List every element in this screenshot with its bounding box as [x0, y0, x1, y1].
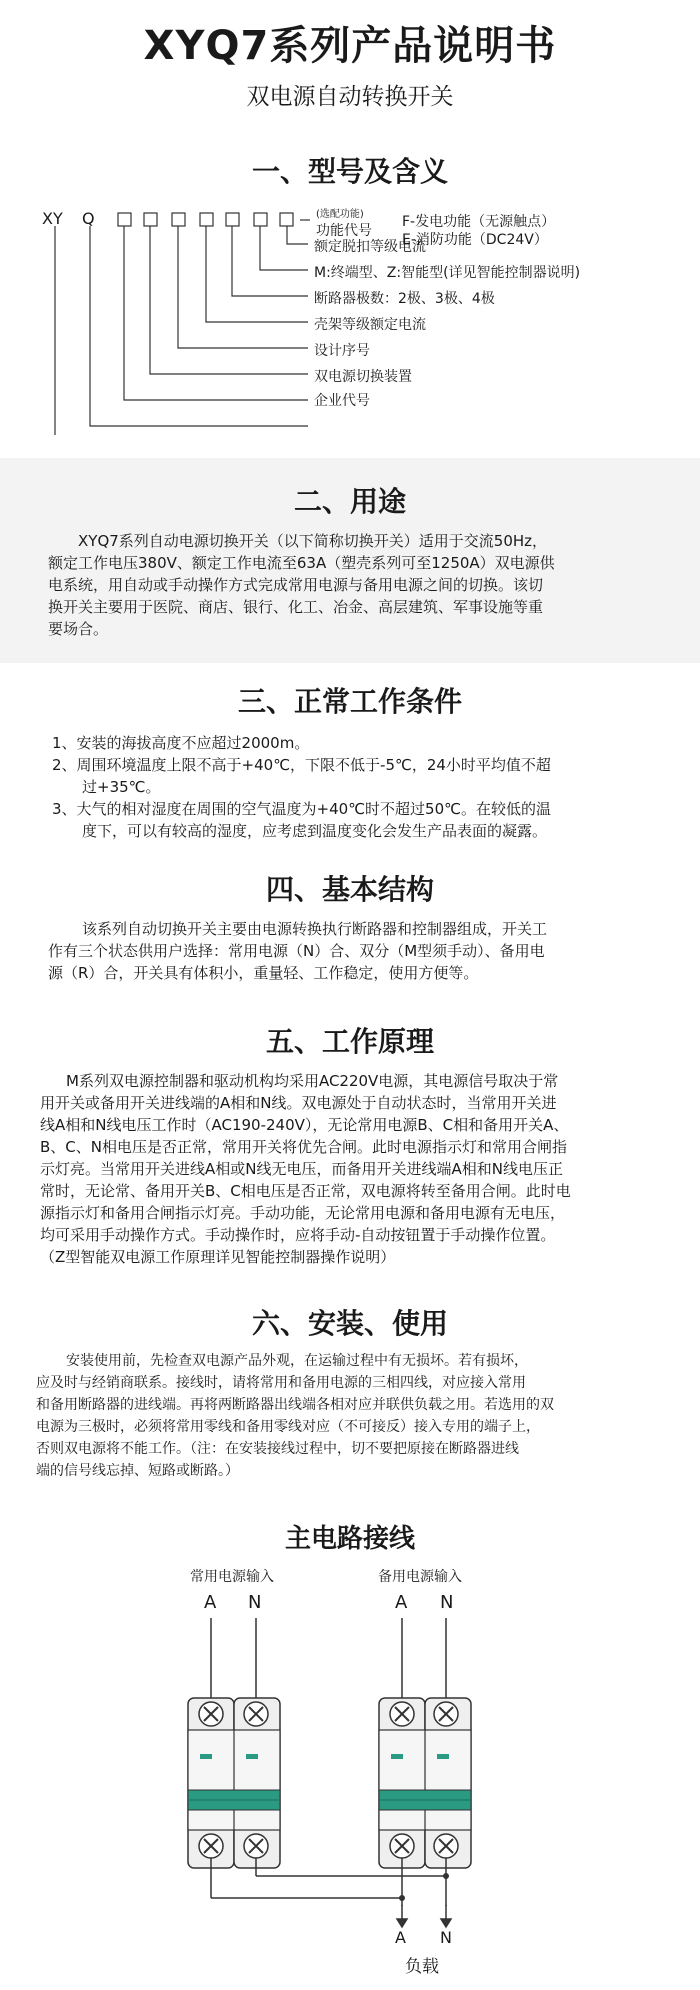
install-line: 应及时与经销商联系。接线时，请将常用和备用电源的三相四线，对应接入常用 [36, 1375, 526, 1391]
screw-icon [434, 1834, 458, 1858]
condition-item: 2、周围环境温度上限不高于+40℃，下限不低于-5℃，24小时平均值不超 [52, 756, 551, 774]
wiring-title: 主电路接线 [284, 1524, 415, 1554]
install-line: 电源为三极时，必须将常用零线和备用零线对应（不可接反）接入专用的端子上， [36, 1419, 540, 1435]
section-title-principle: 五、工作原理 [265, 1025, 434, 1058]
screw-icon [390, 1702, 414, 1726]
function-optional-note: (选配功能) [316, 209, 364, 220]
principle-line: 均可采用手动操作方式。手动操作时，应将手动-自动按钮置于手动操作位置。 [40, 1226, 556, 1244]
section-title-structure: 四、基本结构 [265, 873, 434, 906]
structure-paragraph [48, 918, 658, 984]
code-box-4 [200, 213, 213, 226]
function-e-desc: E-消防功能（DC24V） [402, 232, 548, 248]
code-box-2 [144, 213, 157, 226]
condition-item: 1、安装的海拔高度不应超过2000m。 [52, 734, 310, 752]
principle-line: 常时，无论常、备用开关B、C相电压是否正常，双电源将转至备用合闸。此时电 [40, 1182, 571, 1200]
function-code-label: 功能代号 [316, 223, 372, 239]
condition-item: 过+35℃。 [82, 778, 161, 796]
model-item-design-no: 设计序号 [314, 343, 370, 359]
principle-line: 源指示灯和备用合闸指示灯亮。手动功能，无论常用电源和备用电源有无电压， [40, 1204, 566, 1222]
load-neutral-n-label: N [440, 1928, 452, 1947]
install-line: 安装使用前，先检查双电源产品外观，在运输过程中有无损坏。若有损坏， [66, 1353, 528, 1369]
install-line: 端的信号线忘掉、短路或断路。） [36, 1463, 239, 1479]
common-phase-a-label: A [204, 1592, 217, 1613]
principle-line: 示灯亮。当常用开关进线A相或N线无电压，而备用开关进线端A相和N线电压正 [40, 1160, 563, 1178]
structure-line: 该系列自动切换开关主要由电源转换执行断路器和控制器组成，开关工 [82, 920, 548, 938]
conditions-list [52, 732, 662, 842]
document-subtitle: 双电源自动转换开关 [246, 84, 454, 110]
code-box-1 [118, 213, 131, 226]
screw-icon [390, 1834, 414, 1858]
backup-phase-a-label: A [395, 1592, 408, 1613]
usage-line: 额定工作电压380V、额定工作电流至63A（塑壳系列可至1250A）双电源供 [48, 554, 555, 572]
install-paragraph [36, 1350, 666, 1482]
screw-icon [199, 1834, 223, 1858]
backup-input-label: 备用电源输入 [378, 1569, 462, 1585]
principle-paragraph [40, 1070, 665, 1268]
section-title-usage: 二、用途 [293, 485, 406, 518]
structure-line: 作有三个状态供用户选择：常用电源（N）合、双分（M型须手动）、备用电 [48, 942, 545, 960]
common-input-label: 常用电源输入 [190, 1569, 274, 1585]
model-item-frame-current: 壳架等级额定电流 [314, 317, 426, 333]
screw-icon [244, 1702, 268, 1726]
usage-line: 电系统，用自动或手动操作方式完成常用电源与备用电源之间的切换。该切 [48, 576, 544, 594]
model-item-switching-device: 双电源切换装置 [314, 369, 412, 385]
model-prefix-q: Q [82, 209, 95, 228]
document-title: XYQ7系列产品说明书 [143, 23, 557, 69]
usage-paragraph [48, 530, 658, 640]
code-box-3 [172, 213, 185, 226]
principle-line: 线A相和N线电压工作时（AC190-240V），无论常用电源B、C相和备用开关A、 [40, 1116, 569, 1134]
principle-line: B、C、N相电压是否正常，常用开关将优先合闸。此时电源指示灯和常用合闸指 [40, 1138, 567, 1156]
usage-line: 要场合。 [48, 620, 109, 638]
backup-neutral-n-label: N [440, 1592, 454, 1613]
install-line: 和备用断路器的进线端。再将两断路器出线端各相对应并联供负载之用。若选用的双 [36, 1397, 554, 1413]
model-item-company-code: 企业代号 [314, 393, 370, 409]
install-line: 否则双电源将不能工作。（注：在安装接线过程中，切不要把原接在断路器进线 [36, 1441, 519, 1457]
section-title-install: 六、安装、使用 [251, 1307, 448, 1340]
structure-line: 源（R）合，开关具有体积小，重量轻、工作稳定，使用方便等。 [48, 964, 479, 982]
section-title-model: 一、型号及含义 [251, 155, 448, 188]
model-item-type: M:终端型、Z:智能型(详见智能控制器说明) [314, 265, 581, 281]
load-label: 负载 [405, 1957, 439, 1977]
model-item-poles: 断路器极数：2极、3极、4极 [314, 291, 495, 307]
principle-line: （Z型智能双电源工作原理详见智能控制器操作说明） [40, 1248, 396, 1266]
condition-item: 3、大气的相对湿度在周围的空气温度为+40℃时不超过50℃。在较低的温 [52, 800, 551, 818]
screw-icon [434, 1702, 458, 1726]
condition-item: 度下，可以有较高的湿度，应考虑到温度变化会发生产品表面的凝露。 [82, 822, 548, 840]
usage-line: XYQ7系列自动电源切换开关（以下简称切换开关）适用于交流50Hz， [78, 532, 548, 550]
section-title-conditions: 三、正常工作条件 [237, 685, 462, 718]
common-breaker [188, 1698, 280, 1868]
load-phase-a-label: A [395, 1928, 406, 1947]
common-neutral-n-label: N [248, 1592, 262, 1613]
model-prefix-xy: XY [42, 209, 63, 228]
code-box-6 [254, 213, 267, 226]
model-item-trip-current: 额定脱扣等级电流 [314, 239, 426, 255]
principle-line: M系列双电源控制器和驱动机构均采用AC220V电源，其电源信号取决于常 [66, 1072, 559, 1090]
screw-icon [199, 1702, 223, 1726]
code-box-5 [226, 213, 239, 226]
code-box-7 [280, 213, 293, 226]
screw-icon [244, 1834, 268, 1858]
load-arrows [0, 1905, 700, 1935]
usage-line: 换开关主要用于医院、商店、银行、化工、冶金、高层建筑、军事设施等重 [48, 598, 544, 616]
backup-breaker [379, 1698, 471, 1868]
wiring-diagram [0, 1610, 700, 1910]
principle-line: 用开关或备用开关进线端的A相和N线。双电源处于自动状态时，当常用开关进 [40, 1094, 557, 1112]
function-f-desc: F-发电功能（无源触点） [402, 214, 556, 230]
